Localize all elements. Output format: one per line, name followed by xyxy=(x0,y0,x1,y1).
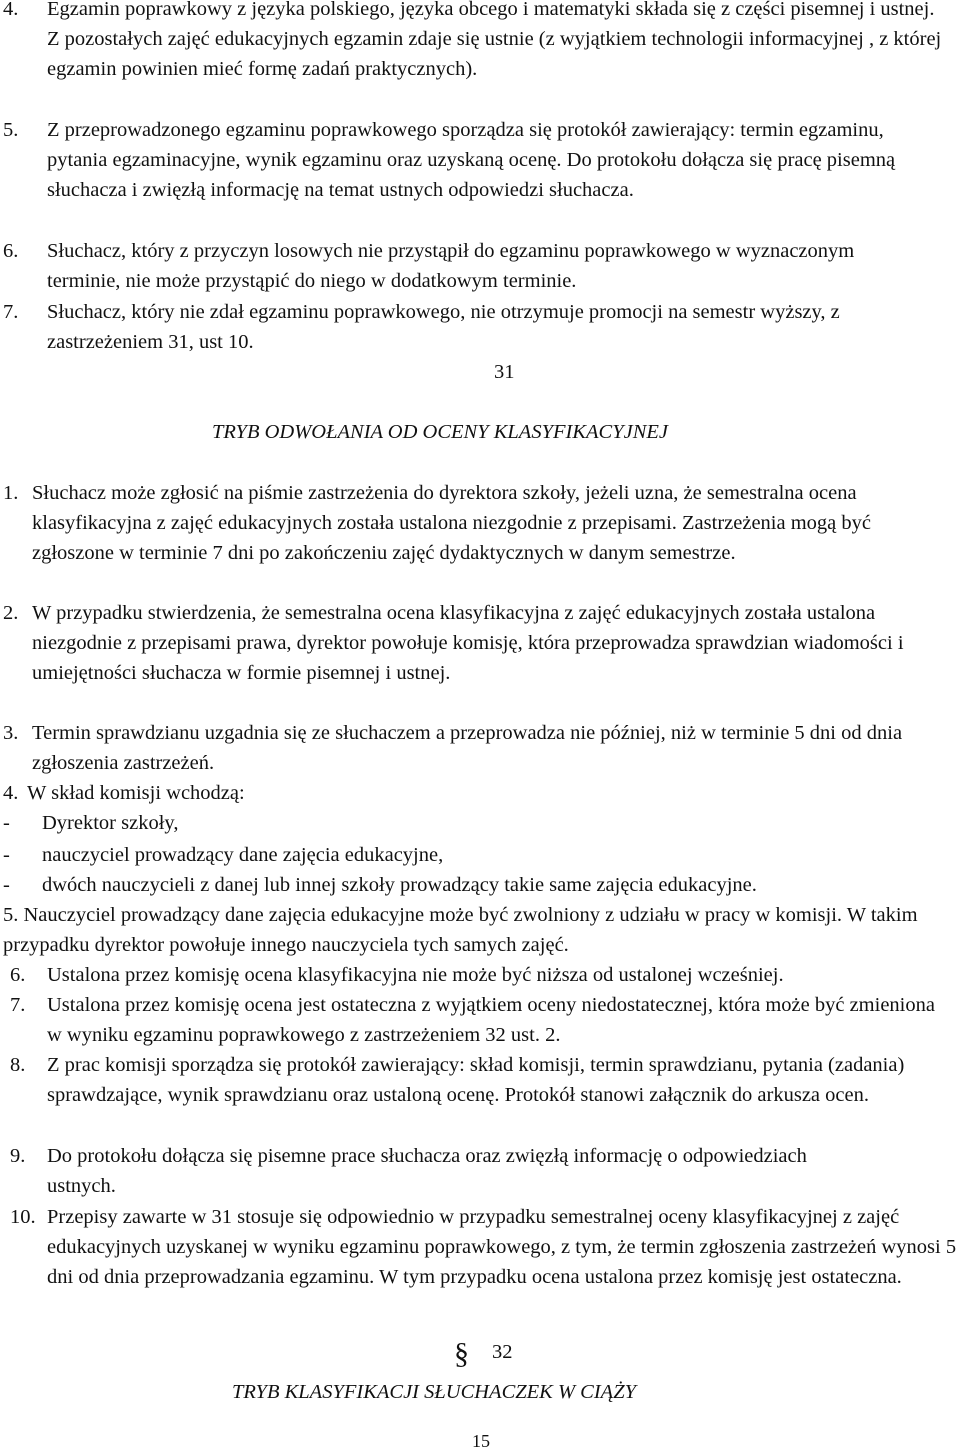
list-item-number: 8. xyxy=(10,1054,26,1076)
section-number: 32 xyxy=(492,1341,513,1363)
section-list-item-7 xyxy=(0,990,935,1050)
page-number: 15 xyxy=(472,1431,490,1451)
section-list-item-9 xyxy=(0,1141,880,1201)
list-item-text: Słuchacz, który z przyczyn losowych nie przystąpił do egzaminu poprawkowego w wyznaczonym terminie, nie może przystąpić do niego w dodatkowym terminie. xyxy=(47,240,855,292)
section-list-item-2 xyxy=(0,598,935,688)
section-number: 31 xyxy=(494,361,515,383)
list-item-number: 6. xyxy=(3,240,19,262)
list-item-text xyxy=(3,900,958,960)
section-title: TRYB KLASYFIKACJI SŁUCHACZEK W CIĄŻY xyxy=(232,1381,636,1403)
section-list-item-10 xyxy=(0,1202,958,1292)
section-symbol: § xyxy=(454,1337,469,1370)
list-item-number: 3. xyxy=(3,722,19,744)
section-list-item-1 xyxy=(0,478,935,568)
list-item-number: 4. xyxy=(3,0,19,20)
list-item-text: Ustalona przez komisję ocena jest ostateczna z wyjątkiem oceny niedostatecznej, która może być zmieniona w wyniku egzaminu poprawkowego z zastrzeżeniem 32 ust. 2. xyxy=(47,994,935,1046)
list-item-text: Ustalona przez komisję ocena klasyfikacyjna nie może być niższa od ustalonej wcześniej. xyxy=(47,964,784,986)
bullet-dash: - xyxy=(3,812,10,834)
list-item-text: Z przeprowadzonego egzaminu poprawkowego sporządza się protokół zawierający: termin egzaminu, pytania egzaminacyjne, wynik egzaminu oraz uzyskaną ocenę. Do protokołu dołącza się pracę pisemną słuchacza i zwięzłą informację na temat ustnych odpowiedzi słuchacza. xyxy=(47,119,896,201)
bullet-dash: - xyxy=(3,874,10,896)
list-item-number: 1. xyxy=(3,482,19,504)
list-item-text: Przepisy zawarte w 31 stosuje się odpowiednio w przypadku semestralnej oceny klasyfikacyjnej z zajęć edukacyjnych uzyskanej w wyniku egzaminu poprawkowego, z tym, że termin zgłoszenia zastrzeżeń wynosi 5 dni od dnia przeprowadzania egzaminu. W tym przypadku ocena ustalona przez komisję jest ostateczna. xyxy=(47,1206,957,1288)
list-item-text: W skład komisji wchodzą: xyxy=(27,782,245,804)
list-item-text: Słuchacz może zgłosić na piśmie zastrzeżenia do dyrektora szkoły, jeżeli uzna, że semestralna ocena klasyfikacyjna z zajęć edukacyjnych została ustalona niezgodnie z przepisami. Zastrzeżenia mogą być zgłoszone w terminie 7 dni po zakończeniu zajęć dydaktycznych w danym semestrze. xyxy=(32,482,871,564)
list-item-number: 5. xyxy=(3,119,19,141)
list-item-text: Z prac komisji sporządza się protokół zawierający: skład komisji, termin sprawdzianu, pytania (zadania) sprawdzające, wynik sprawdzianu oraz ustaloną ocenę. Protokół stanowi załącznik do arkusza ocen. xyxy=(47,1054,905,1106)
list-item-text: Egzamin poprawkowy z języka polskiego, języka obcego i matematyki składa się z części pisemnej i ustnej. Z pozostałych zajęć edukacyjnych egzamin zdaje się ustnie (z wyjątkiem technologii informacyjnej , z której egzamin powinien mieć formę zadań praktycznych). xyxy=(47,0,942,80)
section-list-item-8 xyxy=(0,1050,935,1110)
list-item-number: 6. xyxy=(10,964,26,986)
list-item-text: Słuchacz, który nie zdał egzaminu poprawkowego, nie otrzymuje promocji na semestr wyższy, z zastrzeżeniem 31, ust 10. xyxy=(47,301,840,353)
section-list-item-3 xyxy=(0,718,935,778)
list-item-number: 5. xyxy=(3,904,19,926)
list-item-4 xyxy=(0,0,950,84)
section-list-item-5 xyxy=(0,900,958,960)
list-item-7 xyxy=(0,297,935,357)
bullet-dash: - xyxy=(3,844,10,866)
list-item-number: 9. xyxy=(10,1145,26,1167)
section-list-item-4 xyxy=(0,778,935,808)
list-item-number: 7. xyxy=(10,994,26,1016)
bullet-item xyxy=(0,840,935,870)
list-item-number: 7. xyxy=(3,301,19,323)
list-item-number: 2. xyxy=(3,602,19,624)
list-item-number: 10. xyxy=(10,1206,36,1228)
list-item-text: Termin sprawdzianu uzgadnia się ze słuchaczem a przeprowadza nie później, niż w terminie 5 dni od dnia zgłoszenia zastrzeżeń. xyxy=(32,722,903,774)
list-item-body: Nauczyciel prowadzący dane zajęcia edukacyjne może być zwolniony z udziału w pracy w komisji. W takim przypadku dyrektor powołuje innego nauczyciela tych samych zajęć. xyxy=(3,904,918,956)
list-item-text: Do protokołu dołącza się pisemne prace słuchacza oraz zwięzłą informację o odpowiedziach ustnych. xyxy=(47,1145,807,1197)
section-title: TRYB ODWOŁANIA OD OCENY KLASYFIKACYJNEJ xyxy=(212,421,668,443)
list-item-number: 4. xyxy=(3,782,19,804)
list-item-6 xyxy=(0,236,905,296)
bullet-item xyxy=(0,808,935,838)
list-item-text: Dyrektor szkoły, xyxy=(42,812,179,834)
list-item-text: dwóch nauczycieli z danej lub innej szkoły prowadzący takie same zajęcia edukacyjne. xyxy=(42,874,757,896)
list-item-5 xyxy=(0,115,905,205)
bullet-item xyxy=(0,870,935,900)
list-item-text: W przypadku stwierdzenia, że semestralna ocena klasyfikacyjna z zajęć edukacyjnych została ustalona niezgodnie z przepisami prawa, dyrektor powołuje komisję, która przeprowadza sprawdzian wiadomości i umiejętności słuchacza w formie pisemnej i ustnej. xyxy=(32,602,904,684)
section-list-item-6 xyxy=(0,960,958,990)
list-item-text: nauczyciel prowadzący dane zajęcia edukacyjne, xyxy=(42,844,444,866)
